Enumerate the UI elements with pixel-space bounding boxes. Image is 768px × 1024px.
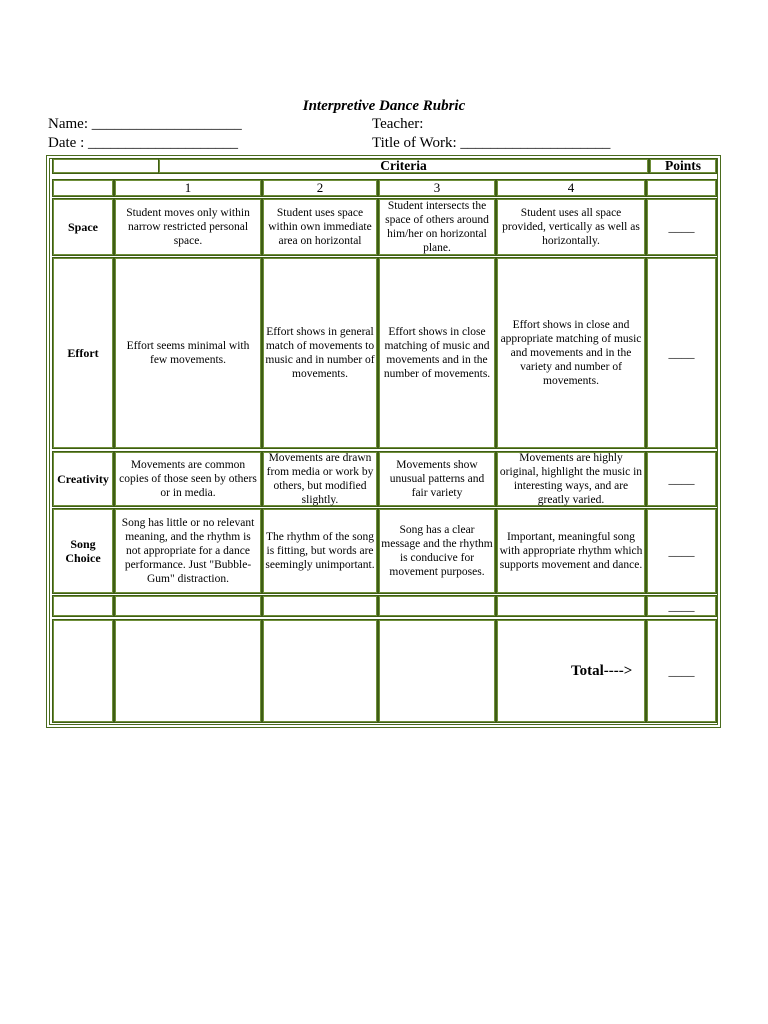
level-3-header: 3 xyxy=(378,179,496,197)
total-row-label xyxy=(52,619,114,723)
creativity-level-2: Movements are drawn from media or work by others, but modified slightly. xyxy=(262,451,378,507)
effort-level-4: Effort shows in close and appropriate matching of music and movements and in the variety and number of movements. xyxy=(496,257,646,449)
total-label: Total----> xyxy=(571,663,633,679)
space-level-1: Student moves only within narrow restricted personal space. xyxy=(114,198,262,256)
effort-level-1: Effort seems minimal with few movements. xyxy=(114,257,262,449)
points-header: Points xyxy=(649,158,717,174)
teacher-field: Teacher: xyxy=(372,116,424,132)
creativity-level-1: Movements are common copies of those seen by others or in media. xyxy=(114,451,262,507)
space-points: ____ xyxy=(646,198,717,256)
song-choice-level-3: Song has a clear message and the rhythm is conducive for movement purposes. xyxy=(378,508,496,594)
space-level-4: Student uses all space provided, vertically as well as horizontally. xyxy=(496,198,646,256)
total-row-level-3 xyxy=(378,619,496,723)
effort-level-2: Effort shows in general match of movements to music and in number of movements. xyxy=(262,257,378,449)
effort-points: ____ xyxy=(646,257,717,449)
song-choice-level-1: Song has little or no relevant meaning, and the rhythm is not appropriate for a dance performance. Just "Bubble-Gum" distraction. xyxy=(114,508,262,594)
row-label-effort: Effort xyxy=(52,257,114,449)
blank-row-level-1 xyxy=(114,595,262,617)
total-row-level-2 xyxy=(262,619,378,723)
effort-level-3: Effort shows in close matching of music and movements and in the number of movements. xyxy=(378,257,496,449)
criteria-header: Criteria xyxy=(158,158,649,174)
level-2-header: 2 xyxy=(262,179,378,197)
level-1-header: 1 xyxy=(114,179,262,197)
blank-row-points: ____ xyxy=(646,595,717,617)
total-points: ____ xyxy=(646,619,717,723)
creativity-level-4: Movements are highly original, highlight the music in interesting ways, and are greatly varied. xyxy=(496,451,646,507)
total-row-level-1 xyxy=(114,619,262,723)
space-level-2: Student uses space within own immediate area on horizontal xyxy=(262,198,378,256)
song-choice-level-2: The rhythm of the song is fitting, but words are seemingly unimportant. xyxy=(262,508,378,594)
blank-row-level-2 xyxy=(262,595,378,617)
song-choice-points: ____ xyxy=(646,508,717,594)
blank-row-label xyxy=(52,595,114,617)
blank-row-level-3 xyxy=(378,595,496,617)
level-row-points-blank xyxy=(646,179,717,197)
row-label-space: Space xyxy=(52,198,114,256)
space-level-3: Student intersects the space of others around him/her on horizontal plane. xyxy=(378,198,496,256)
level-row-blank xyxy=(52,179,114,197)
date-field: Date : ____________________ xyxy=(48,135,238,151)
creativity-points: ____ xyxy=(646,451,717,507)
creativity-level-3: Movements show unusual patterns and fair variety xyxy=(378,451,496,507)
title-of-work-field: Title of Work: ____________________ xyxy=(372,135,611,151)
rubric-title: Interpretive Dance Rubric xyxy=(302,98,466,114)
header-corner-cell xyxy=(52,158,160,174)
row-label-creativity: Creativity xyxy=(52,451,114,507)
song-choice-level-4: Important, meaningful song with appropriate rhythm which supports movement and dance. xyxy=(496,508,646,594)
level-4-header: 4 xyxy=(496,179,646,197)
row-label-song-choice: Song Choice xyxy=(52,508,114,594)
name-field: Name: ____________________ xyxy=(48,116,242,132)
blank-row-level-4 xyxy=(496,595,646,617)
